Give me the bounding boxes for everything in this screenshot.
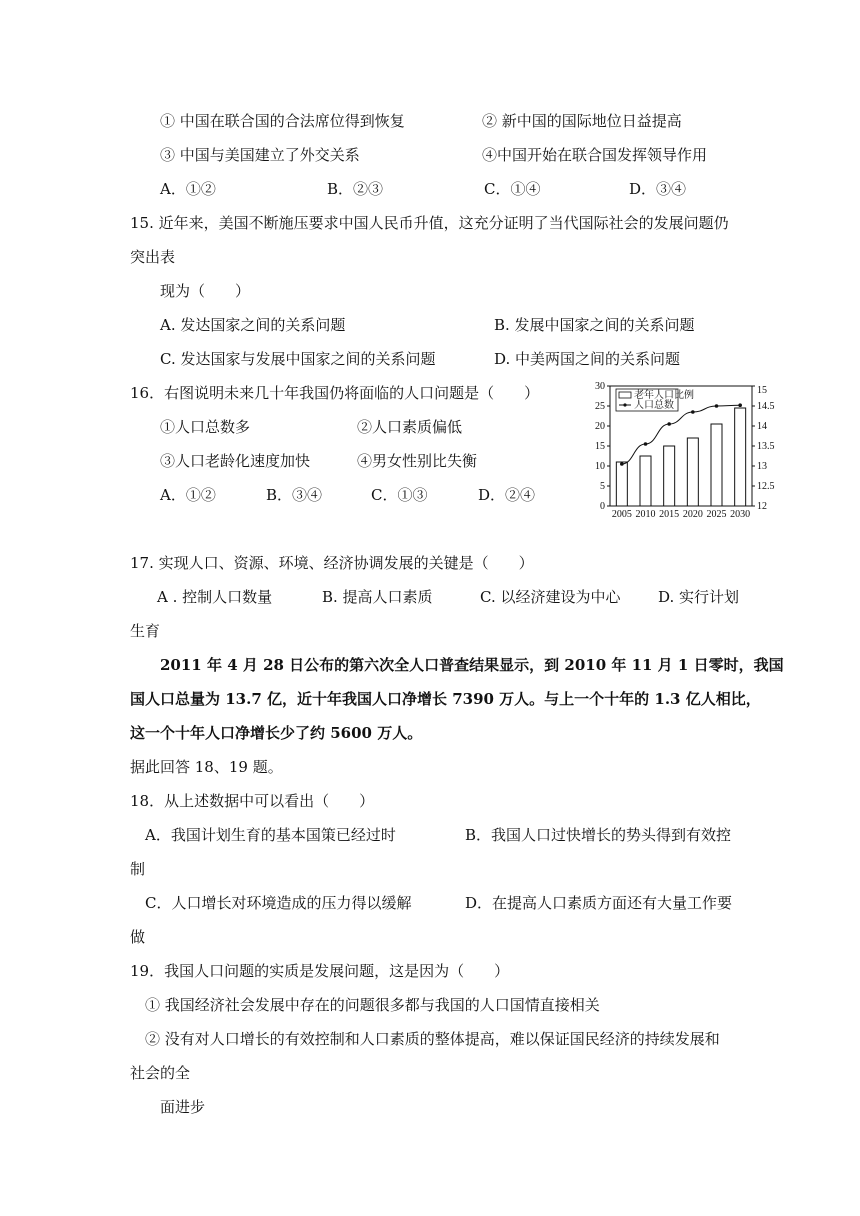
q16-stem: 16．右图说明未来几十年我国仍将面临的人口问题是（ ）: [130, 384, 540, 402]
left-tick-label: 5: [600, 481, 605, 492]
q15-stem-cont: 现为（ ）: [160, 282, 251, 300]
right-tick-label: 14: [757, 421, 767, 432]
bar-elderly-ratio: [687, 438, 698, 506]
left-tick-label: 25: [595, 401, 605, 412]
q18-stem: 18．从上述数据中可以看出（ ）: [130, 792, 375, 810]
passage-instruction: 据此回答 18、19 题。: [130, 758, 283, 776]
q17-option-c: C. 以经济建设为中心: [480, 588, 621, 606]
bar-elderly-ratio: [664, 446, 675, 506]
q19-statement-2: ② 没有对人口增长的有效控制和人口素质的整体提高，难以保证国民经济的持续发展和: [145, 1030, 720, 1048]
q18-option-d: D．在提高人口素质方面还有大量工作要: [465, 894, 733, 912]
right-tick-label: 12: [757, 501, 767, 512]
point-total-population: [644, 442, 648, 446]
bar-elderly-ratio: [711, 424, 722, 506]
q16-option-b: B．③④: [266, 486, 323, 504]
q14-statement-1: ① 中国在联合国的合法席位得到恢复: [160, 112, 405, 130]
q19-statement-2-wrap-2: 面进步: [160, 1098, 206, 1116]
bar-elderly-ratio: [616, 462, 627, 506]
q19-stem: 19．我国人口问题的实质是发展问题，这是因为（ ）: [130, 962, 510, 980]
q17-stem: 17. 实现人口、资源、环境、经济协调发展的关键是（ ）: [130, 554, 534, 572]
q15-stem-wrap: 突出表: [130, 248, 176, 266]
q15-stem: 15. 近年来，美国不断施压要求中国人民币升值，这充分证明了当代国际社会的发展问题仍: [130, 214, 729, 232]
q17-option-d: D. 实行计划: [658, 588, 740, 606]
q18-option-b-wrap: 制: [130, 860, 146, 878]
q16-option-a: A．①②: [160, 486, 216, 504]
q18-option-a: A．我国计划生育的基本国策已经过时: [145, 826, 396, 844]
right-tick-label: 13.5: [757, 441, 775, 452]
x-tick-label: 2015: [659, 509, 680, 520]
point-total-population: [667, 422, 671, 426]
right-tick-label: 14.5: [757, 401, 775, 412]
q14-statement-3: ③ 中国与美国建立了外交关系: [160, 146, 360, 164]
q17-option-a: A . 控制人口数量: [157, 588, 273, 606]
bar-elderly-ratio: [735, 408, 746, 506]
q14-statement-2: ② 新中国的国际地位日益提高: [482, 112, 682, 130]
passage-line-3: 这一个十年人口净增长少了约 5600 万人。: [130, 724, 423, 742]
x-tick-label: 2020: [682, 509, 703, 520]
q19-statement-1: ① 我国经济社会发展中存在的问题很多都与我国的人口国情直接相关: [145, 996, 600, 1014]
q15-option-d: D. 中美两国之间的关系问题: [494, 350, 681, 368]
q17-option-b: B. 提高人口素质: [322, 588, 433, 606]
right-tick-label: 12.5: [757, 481, 775, 492]
left-tick-label: 20: [595, 421, 605, 432]
q17-option-d-wrap: 生育: [130, 622, 161, 640]
passage-line-1: 2011 年 4 月 28 日公布的第六次全人口普查结果显示，到 2010 年 11 月 1 日零时，我国: [160, 656, 784, 674]
q14-option-c: C．①④: [484, 180, 541, 198]
left-tick-label: 10: [595, 461, 605, 472]
q18-option-b: B．我国人口过快增长的势头得到有效控: [465, 826, 732, 844]
q18-option-c: C．人口增长对环境造成的压力得以缓解: [145, 894, 412, 912]
q16-statement-2: ②人口素质偏低: [357, 418, 463, 436]
legend-label-total-population: 人口总数: [634, 400, 674, 411]
point-total-population: [620, 462, 624, 466]
q18-option-d-wrap: 做: [130, 928, 146, 946]
q15-option-c: C. 发达国家与发展中国家之间的关系问题: [160, 350, 436, 368]
x-tick-label: 2030: [730, 509, 751, 520]
q15-option-b: B. 发展中国家之间的关系问题: [494, 316, 695, 334]
right-tick-label: 13: [757, 461, 767, 472]
legend-line-marker: [623, 403, 626, 406]
population-chart: [590, 378, 790, 523]
point-total-population: [715, 404, 719, 408]
legend-label-elderly-ratio: 老年人口比例: [634, 390, 694, 401]
q14-option-a: A．①②: [160, 180, 216, 198]
q16-statement-3: ③人口老龄化速度加快: [160, 452, 311, 470]
x-tick-label: 2005: [611, 509, 632, 520]
bar-elderly-ratio: [640, 456, 651, 506]
point-total-population: [691, 410, 695, 414]
left-tick-label: 0: [600, 501, 605, 512]
left-tick-label: 30: [595, 381, 605, 392]
q14-option-b: B．②③: [327, 180, 384, 198]
q16-statement-1: ①人口总数多: [160, 418, 251, 436]
q15-option-a: A. 发达国家之间的关系问题: [160, 316, 346, 334]
x-tick-label: 2025: [706, 509, 727, 520]
legend-bar-swatch: [619, 392, 631, 398]
right-tick-label: 15: [757, 385, 767, 396]
x-tick-label: 2010: [635, 509, 656, 520]
q14-option-d: D．③④: [629, 180, 687, 198]
q16-statement-4: ④男女性别比失衡: [357, 452, 478, 470]
q14-statement-4: ④中国开始在联合国发挥领导作用: [482, 146, 708, 164]
q16-option-d: D．②④: [478, 486, 536, 504]
q19-statement-2-wrap: 社会的全: [130, 1064, 191, 1082]
left-tick-label: 15: [595, 441, 605, 452]
passage-line-2: 国人口总量为 13.7 亿，近十年我国人口净增长 7390 万人。与上一个十年的 1.3 亿人相比，: [130, 690, 761, 708]
q16-option-c: C．①③: [371, 486, 428, 504]
point-total-population: [738, 403, 742, 407]
